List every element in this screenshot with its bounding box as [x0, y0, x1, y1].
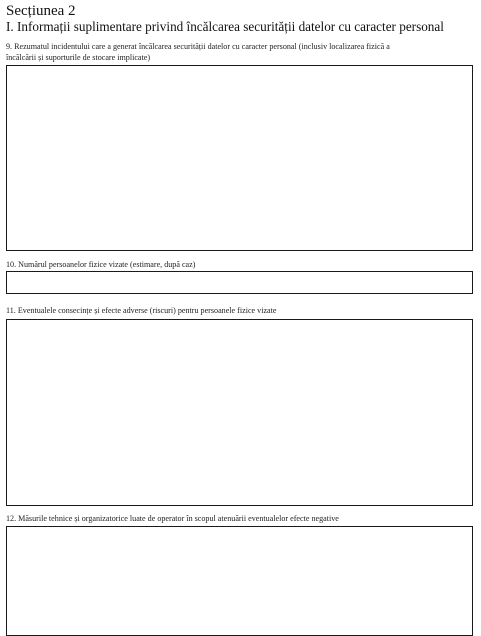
question-10-answer-box[interactable]	[6, 271, 473, 294]
question-9-answer-box[interactable]	[6, 65, 473, 251]
question-9-label-line1: 9. Rezumatul incidentului care a generat încălcarea securității datelor cu caracter personal (inclusiv localizarea fizică a	[6, 42, 390, 51]
question-11-answer-box[interactable]	[6, 319, 473, 506]
question-10-label: 10. Numărul persoanelor fizice vizate (estimare, după caz)	[6, 260, 196, 269]
section-title: Secțiunea 2	[6, 3, 76, 19]
question-12-label: 12. Măsurile tehnice și organizatorice luate de operator în scopul atenuării eventualelor efecte negative	[6, 514, 339, 523]
question-12-answer-box[interactable]	[6, 526, 473, 636]
question-11-label: 11. Eventualele consecințe și efecte adverse (riscuri) pentru persoanele fizice vizate	[6, 306, 277, 315]
section-heading: I. Informații suplimentare privind încălcarea securității datelor cu caracter personal	[6, 19, 444, 34]
question-9-label	[6, 42, 390, 63]
question-9-label-line2: încălcării și suporturile de stocare implicate)	[6, 52, 151, 62]
